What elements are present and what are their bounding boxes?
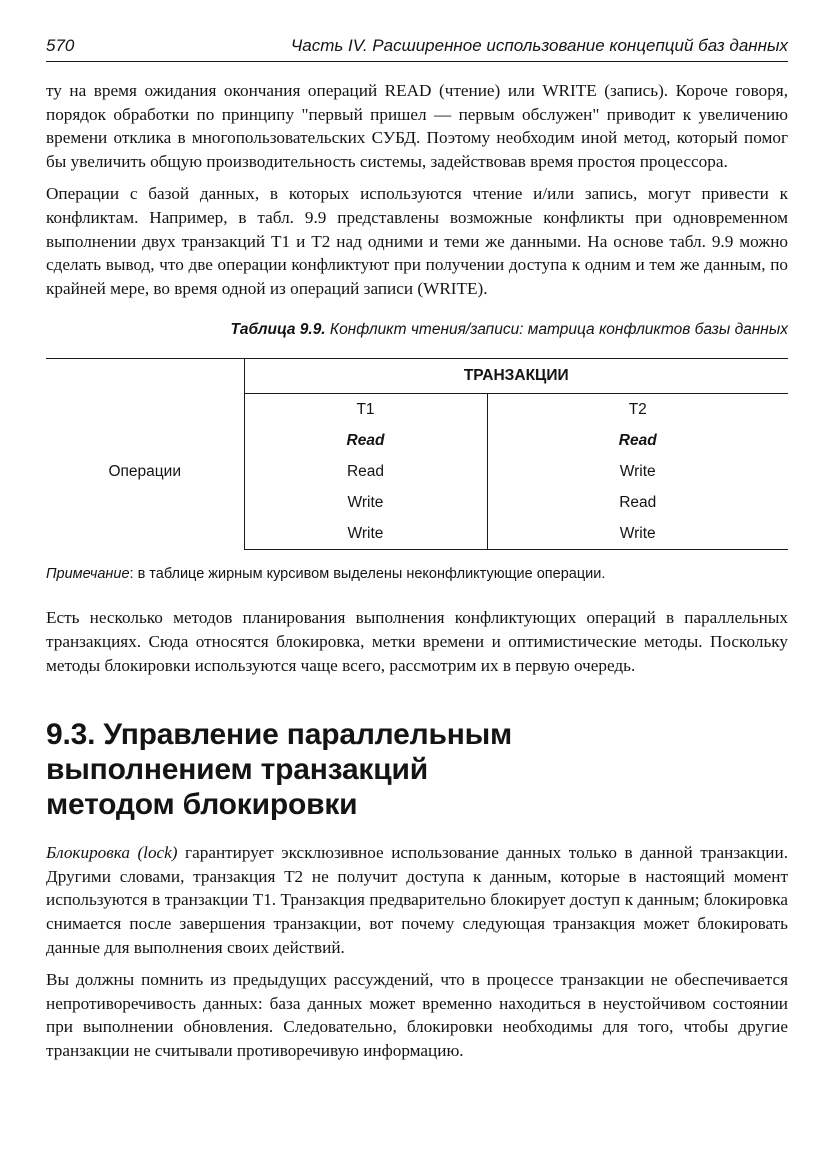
cell-t1: Write — [244, 487, 487, 518]
paragraph-3: Есть несколько методов планирования выполнения конфликтующих операций в параллельных транзакциях. Сюда относятся блокировка, метки времени и оптимистические методы. Поскольку методы блокировки используются чаще всего, рассмотрим их в первую очередь. — [46, 608, 788, 675]
table-group-header: ТРАНЗАКЦИИ — [244, 359, 788, 394]
chapter-title: Часть IV. Расширенное использование концепций баз данных — [290, 36, 788, 55]
page-number: 570 — [46, 36, 75, 55]
cell-t1: Write — [244, 518, 487, 550]
cell-t2: Read — [619, 493, 657, 511]
paragraph-4-text: гарантирует эксклюзивное использование данных только в данной транзакции. Другими словами, транзакция T2 не получит доступа к данным, которые в настоящий момент используются в транзакции T1. Транзакция предварительно блокирует доступ к данным; блокировка снимается после завершения транзакции, вот почему следующая транзакция может блокировать данные для выполнения своих действий. — [46, 843, 788, 957]
table-caption-text: Конфликт чтения/записи: матрица конфликтов базы данных — [325, 321, 788, 339]
table-note — [46, 566, 788, 582]
table-note-text: : в таблице жирным курсивом выделены неконфликтующие операции. — [129, 566, 606, 583]
cell-t1: Read — [244, 456, 487, 487]
paragraph-1: ту на время ожидания окончания операций READ (чтение) или WRITE (запись). Короче говоря, порядок обработки по принципу "первый пришел — первым обслужен" приводит к увеличению времени отклика в многопользовательских СУБД. Поэтому необходим иной метод, который помог бы увеличить общую производительность системы, задействовав время простоя процессора. — [46, 81, 788, 171]
section-heading — [46, 717, 788, 822]
cell-t2: Write — [487, 518, 788, 550]
paragraph-2: Операции с базой данных, в которых используются чтение и/или запись, могут привести к конфликтам. Например, в табл. 9.9 представлены возможные конфликты при одновременном выполнении двух транзакций T1 и T2 над одними и теми же данными. На основе табл. 9.9 можно сделать вывод, что две операции конфликтуют при получении доступа к одним и тем же данным, по крайней мере, во время одной из операций записи (WRITE). — [46, 184, 788, 298]
table-corner-cell — [46, 359, 244, 394]
section-heading-line: выполнением транзакций — [46, 753, 428, 787]
column-header-t1: T1 — [244, 394, 487, 426]
term-lock: Блокировка (lock) — [46, 843, 178, 863]
table-row-header: Операции — [108, 462, 181, 480]
section-heading-line: 9.3. Управление параллельным — [46, 718, 513, 752]
conflict-matrix-table — [46, 358, 788, 550]
book-page — [46, 36, 788, 1062]
cell-t2: Read — [618, 431, 657, 449]
paragraph-4 — [46, 841, 788, 959]
table-caption — [46, 321, 788, 339]
table-caption-label: Таблица 9.9. — [230, 321, 326, 339]
paragraph-5: Вы должны помнить из предыдущих рассуждений, что в процессе транзакции не обеспечивается непротиворечивость данных: база данных может временно находиться в неустойчивом состоянии при выполнении обновления. Следовательно, блокировки необходимы для того, чтобы другие транзакции не считывали противоречивую информацию. — [46, 970, 788, 1060]
cell-t1: Read — [244, 425, 487, 456]
running-head — [46, 36, 788, 62]
column-header-t2: T2 — [628, 400, 647, 418]
table-note-label: Примечание — [46, 566, 130, 583]
cell-t2: Write — [619, 462, 656, 480]
section-heading-line: методом блокировки — [46, 788, 358, 822]
